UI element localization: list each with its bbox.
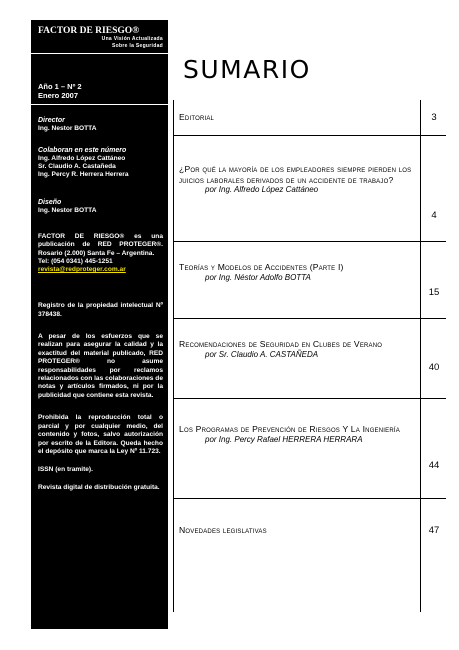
collaborator-2: Sr. Claudio A. Castañeda (38, 163, 116, 170)
toc-title: Teorías y Modelos de Accidentes (Parte I) (179, 262, 344, 272)
divider (31, 53, 168, 54)
design-label: Diseño (38, 199, 62, 206)
divider (31, 104, 168, 105)
collaborators-label: Colaboran en este número (38, 147, 127, 154)
toc-author: por Ing. Néstor Adolfo BOTTA (205, 272, 311, 282)
row-divider (174, 498, 446, 499)
director-name: Ing. Nestor BOTTA (38, 125, 97, 132)
toc-page: 15 (428, 287, 440, 298)
toc-author: por Ing. Percy Rafael HERRERA HERRARA (205, 434, 363, 444)
issue-number: Año 1 – Nº 2 (38, 82, 82, 91)
toc-title: Los Programas de Prevención de Riesgos Y La Ingeniería (179, 424, 400, 434)
collaborator-1: Ing. Alfredo López Cattáneo (38, 155, 126, 162)
distribution-note: Revista digital de distribución gratuita. (38, 484, 160, 492)
toc-page: 40 (428, 362, 440, 373)
copyright-notice: Prohibida la reproducción total o parcial y por cualquier medio, del contenido y fotos, salvo autorización por escrito de la Editora. Queda hecho el depósito que marca la Ley Nº 11.723. (38, 414, 163, 455)
toc-entry-novedades[interactable] (179, 525, 415, 536)
email-link[interactable]: revista@redproteger.com.ar (38, 266, 126, 274)
designer-name: Ing. Nestor BOTTA (38, 207, 97, 214)
row-divider (174, 241, 446, 242)
disclaimer: A pesar de los esfuerzos que se realizan para asegurar la calidad y la exactitud del material publicado, RED PROTEGER® no asume responsabilidades por reclamos relacionados con las colaboraciones de notas y artículos firmados, ni por la publicidad que contiene esta revista. (38, 333, 163, 399)
row-divider (174, 318, 446, 319)
row-divider (174, 398, 446, 399)
publisher-info: FACTOR DE RIESGO® es una publicación de RED PROTEGER®. Rosario (2.000) Santa Fe – Argentina. (38, 233, 163, 257)
row-divider (174, 135, 446, 136)
toc-entry-editorial[interactable] (179, 112, 415, 123)
page-title: SUMARIO (183, 55, 311, 84)
registry-note: Registro de la propiedad intelectual Nº 378438. (38, 302, 163, 318)
collaborator-3: Ing. Percy R. Herrera Herrera (38, 171, 129, 178)
issn: ISSN (en tramite). (38, 466, 93, 474)
issue-date: Enero 2007 (38, 91, 79, 100)
toc-page: 47 (428, 525, 440, 536)
toc-entry-juicios[interactable] (179, 164, 415, 195)
toc-title: ¿Por qué la mayoría de los empleadores siempre pierden los juicios laborales derivados de un accidente de trabajo? (179, 164, 412, 185)
toc-entry-clubes[interactable] (179, 339, 415, 359)
magazine-tagline-1: Una Visión Actualizada (101, 36, 163, 42)
director-label: Director (38, 117, 65, 124)
masthead-sidebar (31, 20, 168, 629)
toc-title: Editorial (179, 112, 215, 122)
toc-entry-teorias[interactable] (179, 262, 415, 282)
toc-author: por Ing. Alfredo López Cattáneo (205, 185, 319, 194)
toc-page: 44 (428, 460, 440, 471)
magazine-tagline-2: Sobre la Seguridad (112, 42, 163, 49)
phone: Tel: (054 0341) 445-1251 (38, 258, 113, 266)
toc-page: 4 (431, 210, 437, 221)
magazine-title: FACTOR DE RIESGO® (38, 26, 140, 36)
toc-page: 3 (431, 112, 437, 123)
table-of-contents (173, 100, 446, 612)
toc-entry-programas[interactable] (179, 424, 415, 444)
page-column-divider (420, 100, 421, 612)
toc-title: Recomendaciones de Seguridad en Clubes de Verano (179, 339, 383, 349)
toc-author: por Sr. Claudio A. CASTAÑEDA (205, 349, 319, 359)
toc-title: Novedades legislativas (179, 525, 267, 535)
